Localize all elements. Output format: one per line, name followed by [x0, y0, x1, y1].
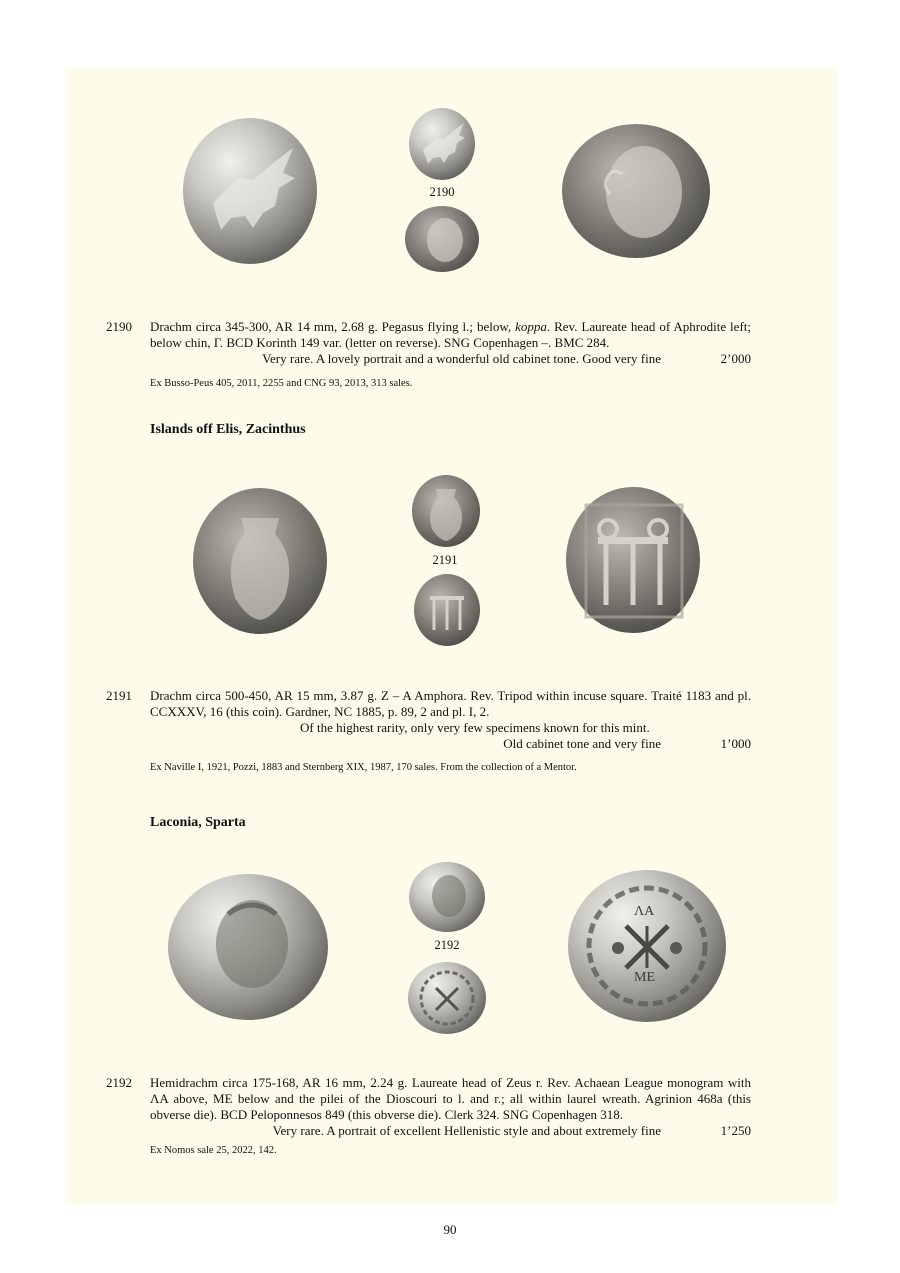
zeus-head-icon: [409, 862, 485, 932]
coin-2192-reverse-large: [568, 870, 726, 1022]
lot-grade-line: [150, 736, 751, 752]
coin-2190-reverse-large: [562, 124, 710, 258]
lot-price: 1’250: [720, 1123, 751, 1138]
amphora-icon: [193, 488, 327, 634]
desc-part: . Rev. Laureate head of Aphrodite left; below chin, Γ. BCD Korinth 149 var. (letter on reverse). SNG Copenhagen –. BMC 284.: [150, 319, 751, 350]
coin-2191-obverse-large: [193, 488, 327, 634]
coin-2192-obverse-large: [168, 874, 328, 1020]
coin-2192-obverse-small: [409, 862, 485, 932]
pegasus-icon: [183, 118, 317, 264]
section-heading-zacinthus: Islands off Elis, Zacinthus: [150, 422, 306, 437]
section-heading-sparta: Laconia, Sparta: [150, 815, 246, 830]
coin-2191-reverse-large: [566, 487, 700, 633]
coin-label-2191: 2191: [432, 553, 458, 567]
lot-note: Of the highest rarity, only very few specimens known for this mint.: [300, 720, 650, 735]
coin-label-2190: 2190: [429, 185, 455, 199]
zeus-head-icon: [168, 874, 328, 1020]
lot-2191: [106, 688, 751, 752]
lot-grade: Old cabinet tone and very fine: [503, 736, 661, 751]
lot-description: [150, 319, 751, 351]
desc-italic: koppa: [515, 319, 547, 334]
lot-provenance-2192: Ex Nomos sale 25, 2022, 142.: [150, 1145, 277, 1156]
lot-2192: [106, 1075, 751, 1139]
coin-2190-reverse-small: [405, 206, 479, 272]
lot-number: 2191: [106, 688, 132, 703]
lot-2190: [106, 319, 751, 367]
coin-2190-obverse-large: [183, 118, 317, 264]
lot-price: 1’000: [720, 736, 751, 751]
monogram-wreath-icon: [568, 870, 726, 1022]
coin-2191-reverse-small: [414, 574, 480, 646]
monogram-wreath-icon: [408, 962, 486, 1034]
lot-number: 2192: [106, 1075, 132, 1090]
tripod-icon: [566, 487, 700, 633]
lot-grade-line: [150, 1123, 751, 1139]
amphora-icon: [412, 475, 480, 547]
lot-note-line: [150, 720, 751, 736]
coin-label-2192: 2192: [434, 938, 460, 952]
tripod-icon: [414, 574, 480, 646]
reverse-legend-top: ΛΑ: [634, 904, 655, 919]
coin-2190-obverse-small: [409, 108, 475, 180]
lot-provenance-2191: Ex Naville I, 1921, Pozzi, 1883 and Sternberg XIX, 1987, 170 sales. From the collection of a Mentor.: [150, 762, 577, 773]
desc-part: Drachm circa 345-300, AR 14 mm, 2.68 g. Pegasus flying l.; below,: [150, 319, 516, 334]
page-number: 90: [443, 1222, 457, 1237]
lot-grade: Very rare. A lovely portrait and a wonderful old cabinet tone. Good very fine: [262, 351, 661, 366]
lot-description: Drachm circa 500-450, AR 15 mm, 3.87 g. Z – A Amphora. Rev. Tripod within incuse square. Traité 1183 and pl. CCXXXV, 16 (this coin). Gardner, NC 1885, p. 89, 2 and pl. I, 2.: [150, 688, 751, 719]
pegasus-icon: [409, 108, 475, 180]
reverse-legend-bottom: ΜΕ: [634, 970, 655, 985]
lot-description: Hemidrachm circa 175-168, AR 16 mm, 2.24 g. Laureate head of Zeus r. Rev. Achaean League monogram with ΛΑ above, ΜΕ below and the pilei of the Dioscouri to l. and r.; all within laurel wreath. Agrinion 468a (this obverse die). BCD Peloponnesos 849 (this obverse die). Clerk 324. SNG Copenhagen 318.: [150, 1075, 751, 1122]
lot-price: 2’000: [720, 351, 751, 366]
lot-grade: Very rare. A portrait of excellent Hellenistic style and about extremely fine: [272, 1123, 661, 1138]
lot-provenance-2190: Ex Busso-Peus 405, 2011, 2255 and CNG 93, 2013, 313 sales.: [150, 378, 413, 389]
lot-number: 2190: [106, 319, 132, 334]
aphrodite-head-icon: [405, 206, 479, 272]
coin-2191-obverse-small: [412, 475, 480, 547]
lot-grade-line: [150, 351, 751, 367]
coin-2192-reverse-small: [408, 962, 486, 1034]
aphrodite-head-icon: [562, 124, 710, 258]
